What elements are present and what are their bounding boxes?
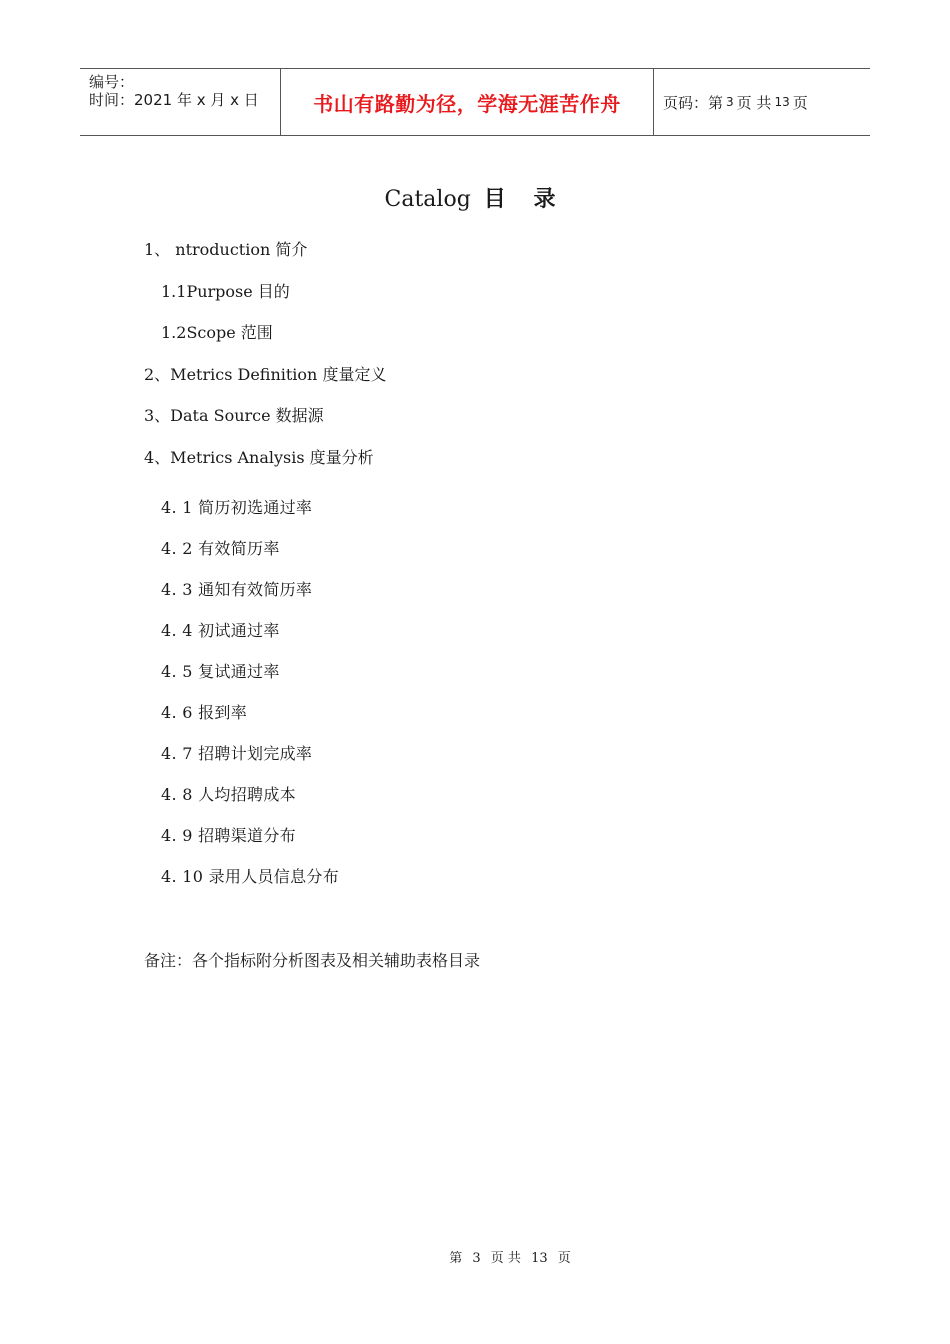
footer-suffix: 页 xyxy=(557,1251,571,1266)
header-page-current: 3 xyxy=(726,95,734,109)
toc-item[interactable]: 4. 1 简历初选通过率 xyxy=(161,498,313,517)
header-page-middle: 页 共 xyxy=(736,93,772,112)
toc-item[interactable]: 4. 8 人均招聘成本 xyxy=(161,785,296,804)
toc-item[interactable]: 1.2Scope 范围 xyxy=(161,323,273,342)
footer-middle: 页 共 xyxy=(490,1251,521,1266)
footer-total: 13 xyxy=(531,1251,548,1266)
catalog-note: 备注：各个指标附分析图表及相关辅助表格目录 xyxy=(144,951,481,970)
toc-item[interactable]: 4. 7 招聘计划完成率 xyxy=(161,744,313,763)
footer-prefix: 第 xyxy=(449,1251,463,1266)
toc-item[interactable]: 4. 6 报到率 xyxy=(161,703,248,722)
toc-item[interactable]: 4、Metrics Analysis 度量分析 xyxy=(144,448,374,467)
header-page-total: 13 xyxy=(774,95,790,109)
footer-current: 3 xyxy=(472,1251,481,1266)
toc-item[interactable]: 1.1Purpose 目的 xyxy=(161,282,290,301)
toc-item[interactable]: 4. 2 有效简历率 xyxy=(161,539,280,558)
header-meta xyxy=(80,69,281,135)
catalog-title-en: Catalog xyxy=(384,187,471,212)
toc-item[interactable]: 4. 9 招聘渠道分布 xyxy=(161,826,296,845)
toc-item[interactable]: 1、 ntroduction 简介 xyxy=(144,240,308,259)
toc-item[interactable]: 2、Metrics Definition 度量定义 xyxy=(144,365,387,384)
header-time: 时间：2021 年 x 月 x 日 xyxy=(89,91,259,109)
toc-item[interactable]: 4. 3 通知有效简历率 xyxy=(161,580,313,599)
header-motto: 书山有路勤为径，学海无涯苦作舟 xyxy=(281,69,654,135)
page-footer xyxy=(0,1247,950,1266)
toc-item[interactable]: 4. 5 复试通过率 xyxy=(161,662,280,681)
header-page-suffix: 页 xyxy=(792,93,808,112)
header-page-prefix: 页码：第 xyxy=(663,93,724,112)
header-page-info xyxy=(654,69,870,135)
toc-item[interactable]: 4. 10 录用人员信息分布 xyxy=(161,867,339,886)
page-header xyxy=(80,68,870,136)
catalog-title-cn: 目 录 xyxy=(483,186,566,212)
header-number: 编号： xyxy=(89,73,135,91)
catalog-title xyxy=(0,182,950,213)
toc-item[interactable]: 3、Data Source 数据源 xyxy=(144,406,324,425)
toc-item[interactable]: 4. 4 初试通过率 xyxy=(161,621,280,640)
